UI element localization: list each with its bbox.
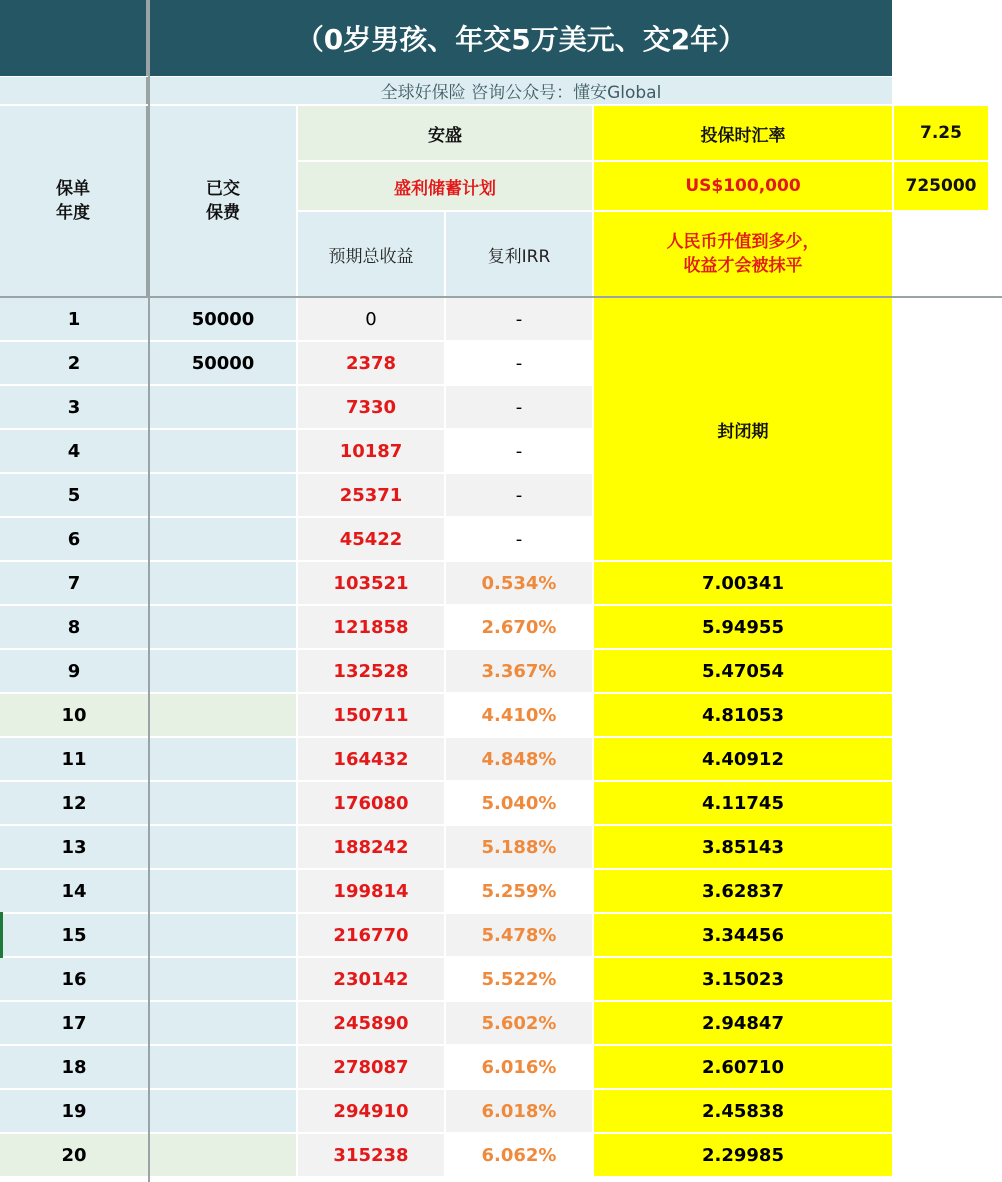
row-expected-total: 150711 [298,694,444,736]
row-year: 11 [0,738,148,780]
row-premium [150,430,296,472]
row-premium [150,958,296,1000]
row-premium: 50000 [150,298,296,340]
row-expected-total: 199814 [298,870,444,912]
row-year: 17 [0,1002,148,1044]
row-irr: - [446,298,592,340]
closed-period-cell: 封闭期 [594,298,892,560]
row-rmb-rate: 2.60710 [594,1046,892,1088]
row-year: 16 [0,958,148,1000]
row-premium [150,562,296,604]
row-rmb-rate: 3.62837 [594,870,892,912]
row-irr: 5.522% [446,958,592,1000]
row-premium: 50000 [150,342,296,384]
subtitle-left-cell [0,77,148,104]
row-year: 6 [0,518,148,560]
row-premium [150,826,296,868]
expected-total-header: 预期总收益 [298,212,444,296]
row-irr: 4.848% [446,738,592,780]
row-irr: - [446,474,592,516]
row-irr: 6.016% [446,1046,592,1088]
fx-value: 7.25 [894,106,988,160]
row-premium [150,474,296,516]
page-title: （0岁男孩、年交5万美元、交2年） [295,23,747,56]
row-irr: 5.259% [446,870,592,912]
row-rmb-rate: 5.94955 [594,606,892,648]
row-irr: 4.410% [446,694,592,736]
paid-premium-header: 已交 保费 [150,106,296,296]
irr-header: 复利IRR [446,212,592,296]
title-left-cell [0,0,148,76]
row-year: 20 [0,1134,148,1176]
policy-year-header: 保单 年度 [0,106,148,296]
row-expected-total: 216770 [298,914,444,956]
row-irr: 6.018% [446,1090,592,1132]
row-year: 13 [0,826,148,868]
row-premium [150,1046,296,1088]
subtitle: 全球好保险 咨询公众号：懂安Global [150,77,892,104]
row-expected-total: 245890 [298,1002,444,1044]
row-premium [150,1134,296,1176]
row-expected-total: 103521 [298,562,444,604]
row-marker [0,912,3,958]
row-expected-total: 164432 [298,738,444,780]
row-premium [150,606,296,648]
row-rmb-rate: 4.11745 [594,782,892,824]
row-premium [150,1090,296,1132]
row-rmb-rate: 4.81053 [594,694,892,736]
row-expected-total: 176080 [298,782,444,824]
fx-label: 投保时汇率 [594,106,892,160]
row-premium [150,1002,296,1044]
row-rmb-rate: 7.00341 [594,562,892,604]
row-expected-total: 2378 [298,342,444,384]
row-year: 2 [0,342,148,384]
row-year: 12 [0,782,148,824]
row-rmb-rate: 5.47054 [594,650,892,692]
row-irr: 5.188% [446,826,592,868]
row-year: 4 [0,430,148,472]
row-rmb-rate: 3.34456 [594,914,892,956]
rmb-question-header: 人民币升值到多少， 收益才会被抹平 [594,212,892,296]
row-irr: 5.478% [446,914,592,956]
row-year: 18 [0,1046,148,1088]
row-irr: - [446,430,592,472]
row-rmb-rate: 2.45838 [594,1090,892,1132]
row-expected-total: 0 [298,298,444,340]
row-premium [150,782,296,824]
row-expected-total: 315238 [298,1134,444,1176]
plan-header: 盛利储蓄计划 [298,162,592,210]
column-divider [148,0,150,1182]
row-premium [150,694,296,736]
row-irr: 5.602% [446,1002,592,1044]
row-premium [150,650,296,692]
row-premium [150,914,296,956]
row-premium [150,738,296,780]
row-expected-total: 188242 [298,826,444,868]
row-expected-total: 121858 [298,606,444,648]
row-rmb-rate: 4.40912 [594,738,892,780]
row-rmb-rate: 3.15023 [594,958,892,1000]
row-year: 14 [0,870,148,912]
company-header: 安盛 [298,106,592,160]
cny-amount: 725000 [894,162,988,210]
row-year: 15 [0,914,148,956]
row-expected-total: 230142 [298,958,444,1000]
row-irr: 2.670% [446,606,592,648]
row-expected-total: 10187 [298,430,444,472]
row-irr: 6.062% [446,1134,592,1176]
row-year: 8 [0,606,148,648]
row-year: 5 [0,474,148,516]
row-expected-total: 294910 [298,1090,444,1132]
row-expected-total: 45422 [298,518,444,560]
row-irr: - [446,386,592,428]
row-rmb-rate: 3.85143 [594,826,892,868]
row-premium [150,870,296,912]
usd-amount: US$100,000 [594,162,892,210]
row-irr: - [446,342,592,384]
row-premium [150,386,296,428]
row-expected-total: 7330 [298,386,444,428]
row-expected-total: 25371 [298,474,444,516]
row-rmb-rate: 2.94847 [594,1002,892,1044]
row-premium [150,518,296,560]
row-irr: 3.367% [446,650,592,692]
row-year: 7 [0,562,148,604]
row-year: 3 [0,386,148,428]
row-expected-total: 278087 [298,1046,444,1088]
row-year: 10 [0,694,148,736]
row-irr: - [446,518,592,560]
row-irr: 5.040% [446,782,592,824]
row-rmb-rate: 2.29985 [594,1134,892,1176]
row-expected-total: 132528 [298,650,444,692]
row-year: 19 [0,1090,148,1132]
row-irr: 0.534% [446,562,592,604]
row-year: 9 [0,650,148,692]
row-year: 1 [0,298,148,340]
